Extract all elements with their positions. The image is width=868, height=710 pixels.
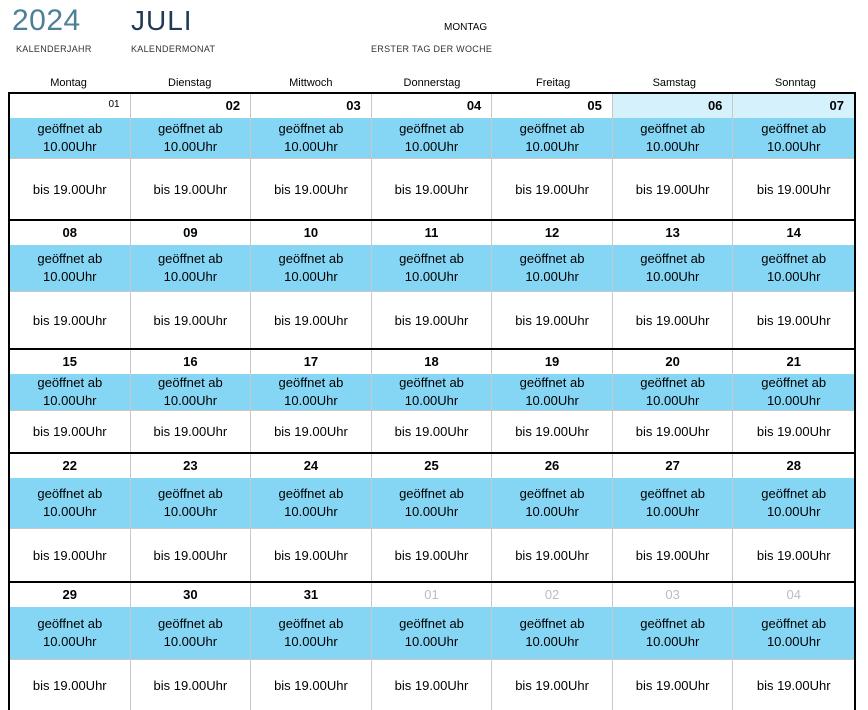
closing-time: bis 19.00Uhr (613, 659, 733, 710)
opening-time (372, 245, 492, 291)
closing-time: bis 19.00Uhr (251, 158, 371, 219)
week-start-day: MONTAG (444, 22, 488, 33)
day-number: 10 (303, 225, 319, 240)
day-number: 01 (108, 99, 120, 110)
opening-time-value: 10.00Uhr (766, 634, 821, 649)
closing-time: bis 19.00Uhr (372, 410, 492, 452)
closing-time: bis 19.00Uhr (733, 410, 854, 452)
opening-time-value: 10.00Uhr (525, 634, 579, 649)
calendar-week-row (8, 219, 856, 350)
opening-time-value: 10.00Uhr (163, 139, 218, 154)
opening-time-value: 10.00Uhr (163, 504, 218, 519)
day-number: 29 (62, 587, 78, 602)
opening-time-label: geöffnet ab (37, 375, 103, 390)
closing-time: bis 19.00Uhr (131, 410, 251, 452)
weekday-label: Dienstag (168, 77, 212, 89)
opening-time-value: 10.00Uhr (525, 504, 579, 519)
calendar-day-cell[interactable] (131, 94, 252, 219)
calendar-day-cell[interactable] (372, 94, 493, 219)
opening-time (131, 478, 251, 528)
calendar-year-caption: KALENDERJAHR (16, 44, 92, 54)
calendar-grid (8, 92, 856, 710)
closing-time: bis 19.00Uhr (733, 291, 854, 348)
opening-time-value: 10.00Uhr (404, 139, 459, 154)
opening-time (10, 118, 130, 158)
day-number: 21 (786, 354, 801, 369)
closing-time: bis 19.00Uhr (251, 410, 371, 452)
day-number: 01 (424, 587, 439, 602)
opening-time (613, 118, 733, 158)
opening-time (613, 478, 733, 528)
day-number: 13 (665, 225, 680, 240)
opening-time (733, 245, 854, 291)
closing-time: bis 19.00Uhr (613, 410, 733, 452)
closing-time: bis 19.00Uhr (251, 291, 371, 348)
opening-time (492, 245, 612, 291)
calendar-day-cell[interactable] (613, 350, 734, 452)
opening-time-label: geöffnet ab (640, 375, 706, 390)
opening-time-label: geöffnet ab (761, 486, 827, 501)
closing-time: bis 19.00Uhr (131, 528, 251, 581)
opening-time-value: 10.00Uhr (645, 139, 700, 154)
closing-time: bis 19.00Uhr (492, 158, 612, 219)
opening-time-label: geöffnet ab (640, 616, 706, 631)
opening-time-label: geöffnet ab (37, 616, 103, 631)
closing-time: bis 19.00Uhr (733, 158, 854, 219)
opening-time-value: 10.00Uhr (766, 504, 821, 519)
calendar-day-cell[interactable] (733, 454, 854, 581)
calendar-day-cell[interactable] (613, 221, 734, 348)
day-number: 06 (613, 94, 733, 118)
opening-time-value: 10.00Uhr (284, 269, 338, 284)
closing-time: bis 19.00Uhr (10, 158, 130, 219)
day-number: 05 (587, 98, 602, 113)
calendar-day-cell[interactable] (10, 454, 131, 581)
opening-time (10, 245, 130, 291)
opening-time (733, 374, 854, 410)
opening-time-value: 10.00Uhr (404, 504, 459, 519)
closing-time: bis 19.00Uhr (251, 659, 371, 710)
opening-time-value: 10.00Uhr (404, 634, 459, 649)
opening-time-value: 10.00Uhr (43, 504, 97, 519)
closing-time: bis 19.00Uhr (492, 410, 612, 452)
opening-time-label: geöffnet ab (640, 251, 706, 266)
opening-time (251, 374, 371, 410)
opening-time-value: 10.00Uhr (284, 393, 338, 408)
closing-time: bis 19.00Uhr (131, 659, 251, 710)
calendar-day-cell[interactable] (372, 583, 493, 710)
opening-time (251, 245, 371, 291)
calendar-day-cell[interactable] (251, 454, 372, 581)
calendar-day-cell[interactable] (251, 94, 372, 219)
day-number: 30 (183, 587, 198, 602)
opening-time-label: geöffnet ab (519, 121, 585, 136)
opening-time (251, 478, 371, 528)
opening-time-value: 10.00Uhr (404, 269, 459, 284)
opening-time (131, 118, 251, 158)
opening-time (251, 118, 371, 158)
closing-time: bis 19.00Uhr (372, 158, 492, 219)
day-number: 16 (183, 354, 198, 369)
day-number: 19 (544, 354, 560, 369)
calendar-month-caption: KALENDERMONAT (131, 44, 216, 54)
day-number: 23 (183, 458, 198, 473)
weekday-label: Mittwoch (289, 77, 333, 89)
opening-time-value: 10.00Uhr (163, 393, 218, 408)
calendar-day-cell[interactable] (131, 350, 252, 452)
day-number: 25 (424, 458, 439, 473)
opening-time-label: geöffnet ab (399, 121, 464, 136)
calendar-day-cell[interactable] (372, 454, 493, 581)
closing-time: bis 19.00Uhr (492, 659, 612, 710)
opening-time-label: geöffnet ab (519, 251, 585, 266)
opening-time-value: 10.00Uhr (525, 393, 579, 408)
day-number: 18 (424, 354, 439, 369)
opening-time-value: 10.00Uhr (645, 393, 700, 408)
calendar-day-cell[interactable] (492, 350, 613, 452)
opening-time (131, 607, 251, 659)
closing-time: bis 19.00Uhr (251, 528, 371, 581)
opening-time (10, 607, 130, 659)
opening-time (492, 607, 612, 659)
opening-time-label: geöffnet ab (157, 121, 223, 136)
opening-time-value: 10.00Uhr (645, 504, 700, 519)
closing-time: bis 19.00Uhr (733, 528, 854, 581)
calendar-day-cell[interactable] (613, 454, 734, 581)
week-start-caption: ERSTER TAG DER WOCHE (371, 44, 493, 54)
closing-time: bis 19.00Uhr (733, 659, 854, 710)
closing-time: bis 19.00Uhr (492, 291, 612, 348)
calendar-day-cell[interactable] (613, 583, 734, 710)
opening-time (10, 374, 130, 410)
opening-time-label: geöffnet ab (37, 251, 103, 266)
day-number: 15 (62, 354, 78, 369)
opening-time-label: geöffnet ab (640, 486, 706, 501)
closing-time: bis 19.00Uhr (492, 528, 612, 581)
opening-time-label: geöffnet ab (157, 616, 223, 631)
calendar-day-cell[interactable] (10, 221, 131, 348)
calendar-week-row (8, 452, 856, 583)
calendar-day-cell[interactable] (733, 583, 854, 710)
calendar-day-cell[interactable] (131, 583, 252, 710)
opening-time (733, 118, 854, 158)
opening-time-value: 10.00Uhr (43, 139, 97, 154)
opening-time (372, 118, 492, 158)
day-number: 12 (544, 225, 560, 240)
day-number: 17 (303, 354, 319, 369)
opening-time-value: 10.00Uhr (43, 634, 97, 649)
day-number: 24 (303, 458, 319, 473)
calendar-day-cell[interactable] (492, 454, 613, 581)
opening-time-value: 10.00Uhr (645, 634, 700, 649)
opening-time-label: geöffnet ab (278, 121, 344, 136)
opening-time (613, 374, 733, 410)
opening-time (613, 607, 733, 659)
calendar-day-cell[interactable] (10, 94, 131, 219)
calendar-day-cell[interactable] (492, 221, 613, 348)
opening-time (492, 478, 612, 528)
calendar-year: 2024 (12, 4, 81, 37)
day-number: 14 (786, 225, 801, 240)
day-number: 27 (665, 458, 680, 473)
weekday-label: Samstag (652, 77, 696, 89)
weekday-header-row (8, 77, 856, 91)
day-number: 04 (466, 98, 482, 113)
calendar-day-cell[interactable] (492, 94, 613, 219)
opening-time (733, 478, 854, 528)
day-number: 07 (733, 94, 854, 118)
opening-time-label: geöffnet ab (157, 375, 223, 390)
opening-time-value: 10.00Uhr (766, 269, 821, 284)
opening-time-label: geöffnet ab (399, 375, 464, 390)
opening-time (10, 478, 130, 528)
opening-time-label: geöffnet ab (399, 251, 464, 266)
day-number: 02 (544, 587, 560, 602)
closing-time: bis 19.00Uhr (10, 528, 130, 581)
closing-time: bis 19.00Uhr (613, 158, 733, 219)
calendar-day-cell[interactable] (372, 350, 493, 452)
opening-time (372, 478, 492, 528)
day-number: 04 (786, 587, 801, 602)
opening-time-label: geöffnet ab (278, 375, 344, 390)
opening-time (251, 607, 371, 659)
day-number: 02 (225, 98, 241, 113)
opening-time-value: 10.00Uhr (645, 269, 700, 284)
opening-time (613, 245, 733, 291)
calendar-day-cell[interactable] (492, 583, 613, 710)
opening-time-label: geöffnet ab (761, 121, 827, 136)
day-number: 22 (62, 458, 78, 473)
opening-time-label: geöffnet ab (761, 251, 827, 266)
opening-time-value: 10.00Uhr (163, 269, 218, 284)
opening-time-label: geöffnet ab (399, 616, 464, 631)
opening-time (492, 374, 612, 410)
opening-time-label: geöffnet ab (37, 121, 103, 136)
day-number: 26 (544, 458, 560, 473)
opening-time-value: 10.00Uhr (404, 393, 459, 408)
opening-time-value: 10.00Uhr (163, 634, 218, 649)
calendar-day-cell[interactable] (251, 583, 372, 710)
opening-time-label: geöffnet ab (37, 486, 103, 501)
calendar-day-cell[interactable] (131, 454, 252, 581)
closing-time: bis 19.00Uhr (10, 659, 130, 710)
closing-time: bis 19.00Uhr (372, 291, 492, 348)
weekday-label: Sonntag (774, 77, 816, 89)
day-number: 20 (665, 354, 680, 369)
opening-time-label: geöffnet ab (761, 375, 827, 390)
opening-time-label: geöffnet ab (157, 251, 223, 266)
closing-time: bis 19.00Uhr (131, 291, 251, 348)
calendar-week-row (8, 581, 856, 710)
weekday-label: Donnerstag (403, 77, 461, 89)
closing-time: bis 19.00Uhr (10, 291, 130, 348)
opening-time-label: geöffnet ab (278, 251, 344, 266)
day-number: 11 (424, 225, 439, 240)
opening-time-value: 10.00Uhr (766, 393, 821, 408)
calendar-month: JULI (131, 5, 193, 36)
opening-time-label: geöffnet ab (519, 486, 585, 501)
day-number: 03 (665, 587, 680, 602)
opening-time-label: geöffnet ab (761, 616, 827, 631)
closing-time: bis 19.00Uhr (372, 659, 492, 710)
opening-time-label: geöffnet ab (278, 616, 344, 631)
closing-time: bis 19.00Uhr (613, 528, 733, 581)
opening-time (372, 607, 492, 659)
opening-time-value: 10.00Uhr (284, 139, 338, 154)
calendar-week-row (8, 92, 856, 221)
weekday-label: Montag (50, 77, 87, 89)
day-number: 09 (183, 225, 198, 240)
opening-time (733, 607, 854, 659)
calendar-day-cell[interactable] (733, 94, 854, 219)
calendar-day-cell[interactable] (251, 350, 372, 452)
calendar-day-cell[interactable] (372, 221, 493, 348)
opening-time-label: geöffnet ab (399, 486, 464, 501)
day-number: 31 (303, 587, 319, 602)
opening-time-label: geöffnet ab (157, 486, 223, 501)
opening-time-value: 10.00Uhr (284, 634, 338, 649)
opening-time (372, 374, 492, 410)
opening-time-value: 10.00Uhr (43, 269, 97, 284)
opening-time-value: 10.00Uhr (525, 269, 579, 284)
opening-time-label: geöffnet ab (519, 375, 585, 390)
day-number: 03 (346, 98, 361, 113)
calendar-day-cell[interactable] (733, 350, 854, 452)
closing-time: bis 19.00Uhr (131, 158, 251, 219)
opening-time-value: 10.00Uhr (284, 504, 338, 519)
calendar-day-cell[interactable] (251, 221, 372, 348)
opening-time-value: 10.00Uhr (766, 139, 821, 154)
opening-time (131, 245, 251, 291)
opening-time-value: 10.00Uhr (525, 139, 579, 154)
opening-time-label: geöffnet ab (640, 121, 706, 136)
opening-time-label: geöffnet ab (519, 616, 585, 631)
weekday-label: Freitag (536, 77, 571, 89)
opening-time (131, 374, 251, 410)
calendar-day-cell[interactable] (733, 221, 854, 348)
day-number: 08 (62, 225, 78, 240)
closing-time: bis 19.00Uhr (613, 291, 733, 348)
closing-time: bis 19.00Uhr (10, 410, 130, 452)
closing-time: bis 19.00Uhr (372, 528, 492, 581)
calendar-day-cell[interactable] (10, 350, 131, 452)
calendar-day-cell[interactable] (131, 221, 252, 348)
opening-time-value: 10.00Uhr (43, 393, 97, 408)
calendar-week-row (8, 348, 856, 454)
opening-time-label: geöffnet ab (278, 486, 344, 501)
opening-time (492, 118, 612, 158)
calendar-day-cell[interactable] (613, 94, 734, 219)
day-number: 28 (786, 458, 801, 473)
calendar-day-cell[interactable] (10, 583, 131, 710)
